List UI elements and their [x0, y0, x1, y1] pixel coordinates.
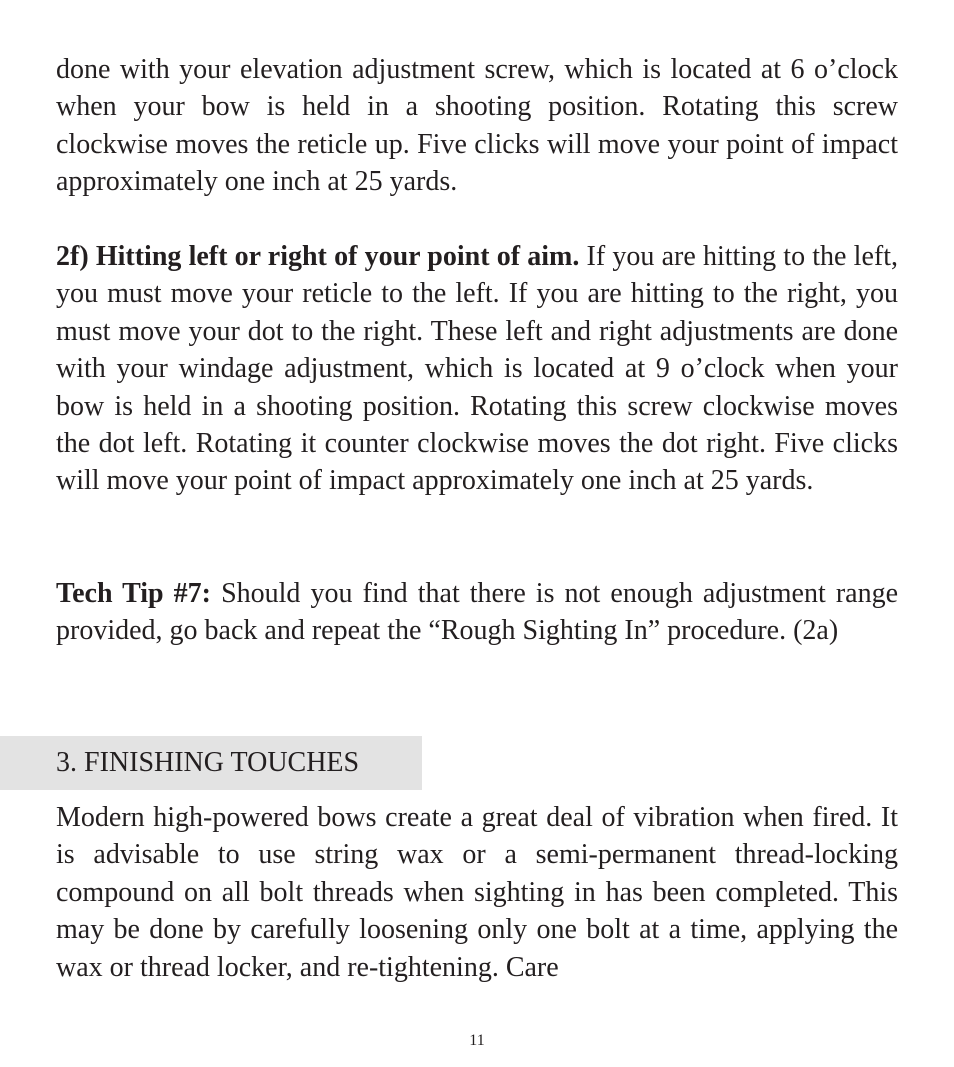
- subsection-heading-2f: 2f) Hitting left or right of your point of aim.: [56, 241, 580, 272]
- paragraph-tech-tip: [56, 575, 898, 650]
- tech-tip-body: Should you find that there is not enough adjustment range provided, go back and repeat the “Rough Sighting In” procedure. (2a): [56, 578, 898, 647]
- paragraph-windage-body: If you are hitting to the left, you must move your reticle to the left. If you are hitting to the right, you must move your dot to the right. These left and right adjustments are done with your windage adjustment, which is located at 9 o’clock when your bow is held in a shooting position. Rotating this screw clockwise moves the dot left. Rotating it counter clockwise moves the dot right. Five clicks will move your point of impact approximately one inch at 25 yards.: [56, 241, 898, 497]
- paragraph-windage-adjustment: [56, 238, 898, 500]
- paragraph-finishing-touches: Modern high-powered bows create a great deal of vibration when fired. It is advisable to use string wax or a semi-permanent thread-locking compound on all bolt threads when sighting in has been completed. This may be done by carefully loosening only one bolt at a time, applying the wax or thread locker, and re-tightening. Care: [56, 802, 898, 983]
- section-title: 3. FINISHING TOUCHES: [56, 747, 360, 778]
- page-number: 11: [469, 1032, 485, 1049]
- tech-tip-label: Tech Tip #7:: [56, 578, 212, 609]
- section-header-bar: [0, 736, 422, 790]
- paragraph-elevation-adjustment: done with your elevation adjustment screw, which is located at 6 o’clock when your bow is held in a shooting position. Rotating this screw clockwise moves the reticle up. Five clicks will move your point of impact approximately one inch at 25 yards.: [56, 54, 898, 198]
